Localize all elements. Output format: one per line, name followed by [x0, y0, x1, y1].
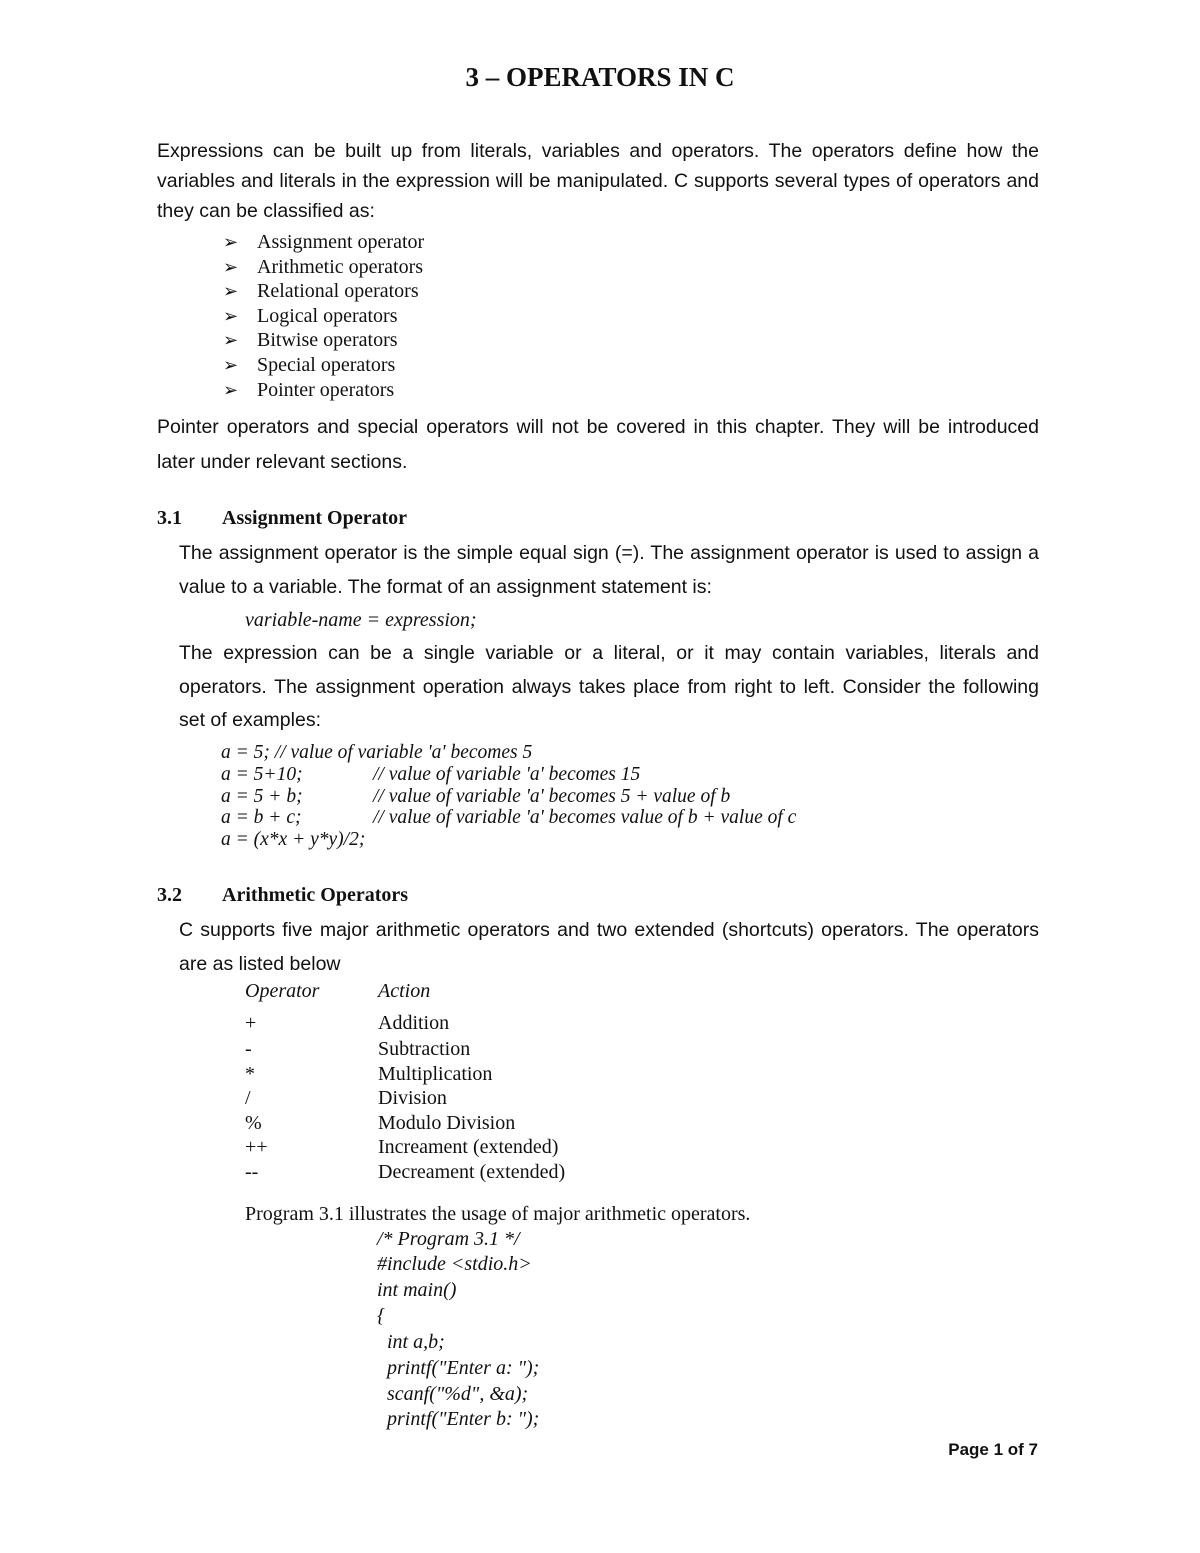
code-line: printf("Enter b: "); — [377, 1408, 540, 1430]
example-line: a = 5; // value of variable 'a' becomes 5 — [221, 742, 533, 763]
arrow-bullet-icon: ➢ — [223, 256, 239, 277]
arrow-bullet-icon: ➢ — [223, 354, 239, 375]
list-item: ➢ Bitwise operators — [223, 329, 398, 352]
note-paragraph: Pointer operators and special operators will not be covered in this chapter. They will be introduced later under relevant sections. — [157, 416, 1039, 473]
section-3-1-number: 3.1 — [157, 507, 182, 529]
code-line: scanf("%d", &a); — [377, 1383, 529, 1405]
assignment-paragraph-1: The assignment operator is the simple equal sign (=). The assignment operator is used to assign a value to a variable. The format of an assignment statement is: — [179, 542, 1039, 598]
code-line: #include <stdio.h> — [377, 1253, 532, 1275]
list-item: ➢ Pointer operators — [223, 378, 395, 401]
section-3-1-heading: Assignment Operator — [222, 507, 407, 529]
code-line: /* Program 3.1 */ — [377, 1228, 520, 1250]
assignment-format: variable-name = expression; — [245, 609, 477, 631]
program-intro: Program 3.1 illustrates the usage of major arithmetic operators. — [245, 1203, 751, 1225]
arithmetic-paragraph: C supports five major arithmetic operators and two extended (shortcuts) operators. The operators are as listed below — [179, 919, 1039, 975]
list-item: ➢ Logical operators — [223, 304, 398, 327]
code-line: printf("Enter a: "); — [377, 1357, 540, 1379]
section-3-2-number: 3.2 — [157, 884, 182, 906]
page-number: Page 1 of 7 — [948, 1440, 1038, 1459]
code-line: int main() — [377, 1279, 457, 1301]
arrow-bullet-icon: ➢ — [223, 379, 239, 400]
code-line: int a,b; — [377, 1331, 445, 1353]
section-3-2-heading: Arithmetic Operators — [222, 884, 409, 906]
list-item: ➢ Arithmetic operators — [223, 255, 424, 278]
page-title: 3 – OPERATORS IN C — [465, 62, 735, 92]
operator-types-list — [223, 230, 424, 402]
arrow-bullet-icon: ➢ — [223, 305, 239, 326]
assignment-paragraph-2: The expression can be a single variable or a literal, or it may contain variables, literals and operators. The assignment operation always takes place from right to left. Consider the following set of examples: — [179, 642, 1039, 731]
arrow-bullet-icon: ➢ — [223, 330, 239, 351]
code-line: { — [377, 1305, 385, 1327]
arrow-bullet-icon: ➢ — [223, 232, 239, 252]
example-line: a = b + c; // value of variable 'a' becomes value of b + value of c — [221, 807, 797, 828]
list-item: ➢ Assignment operator — [223, 231, 425, 253]
example-line: a = 5+10; // value of variable 'a' becomes 15 — [221, 764, 641, 785]
example-line: a = 5 + b; // value of variable 'a' becomes 5 + value of b — [221, 786, 731, 807]
example-line: a = (x*x + y*y)/2; — [221, 829, 366, 850]
list-item: ➢ Relational operators — [223, 280, 419, 303]
arrow-bullet-icon: ➢ — [223, 281, 239, 302]
list-item: ➢ Special operators — [223, 353, 396, 376]
intro-paragraph: Expressions can be built up from literals, variables and operators. The operators define how the variables and literals in the expression will be manipulated. C supports several types of operators and they can be classified as: — [157, 140, 1039, 222]
